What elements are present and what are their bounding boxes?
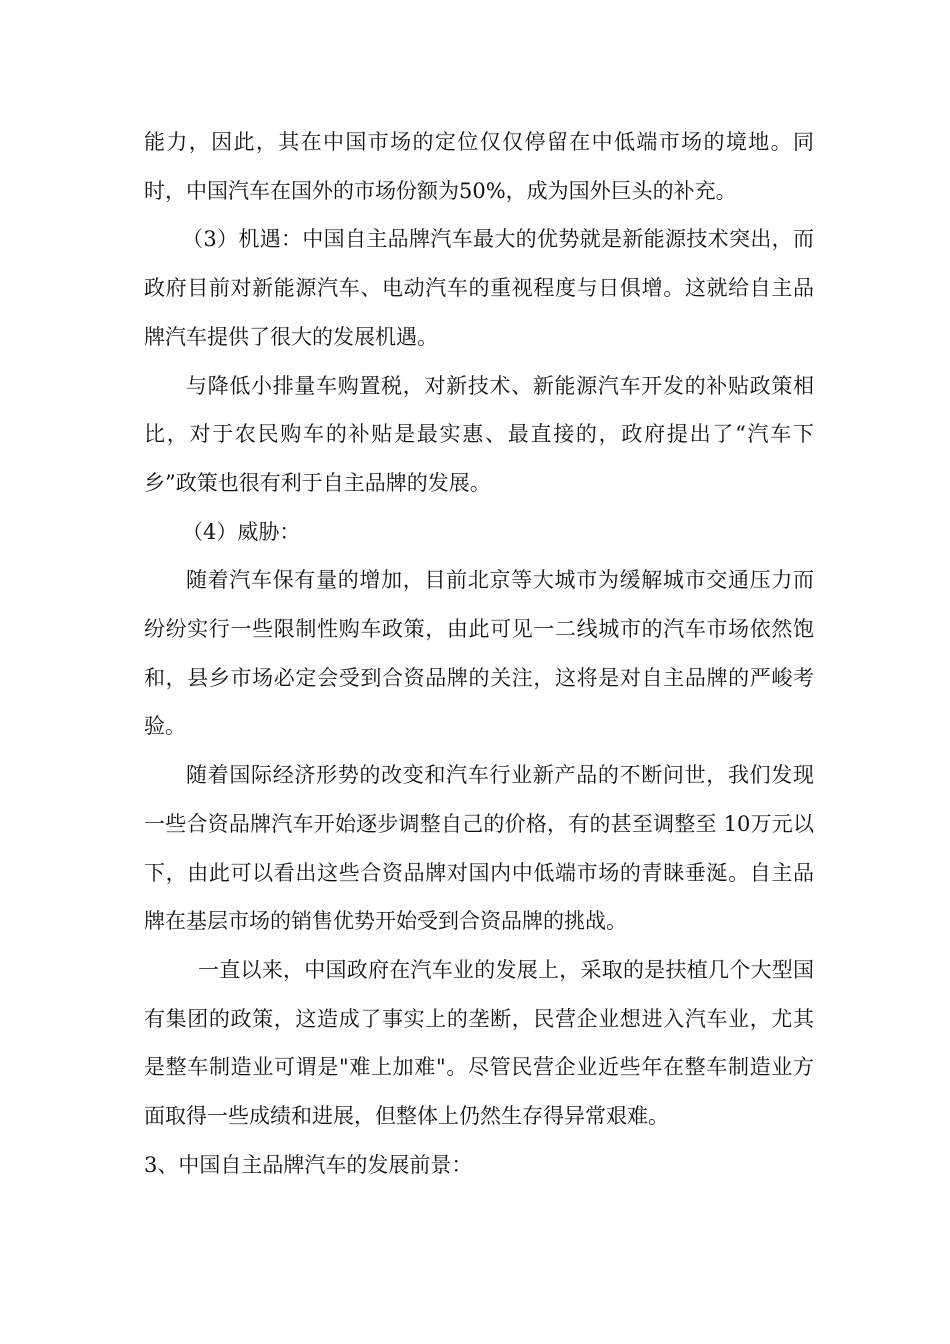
- document-body: [144, 118, 814, 1189]
- paragraph-subsidy: 与降低小排量车购置税，对新技术、新能源汽车开发的补贴政策相比，对于农民购车的补贴是最实惠、最直接的，政府提出了“汽车下乡”政策也很有利于自主品牌的发展。: [144, 373, 814, 495]
- section-heading-prospects: 3、中国自主品牌汽车的发展前景：: [144, 1152, 473, 1177]
- paragraph-opportunity: （3）机遇：中国自主品牌汽车最大的优势就是新能源技术突出，而政府目前对新能源汽车、电动汽车的重视程度与日俱增。这就给自主品牌汽车提供了很大的发展机遇。: [144, 227, 814, 349]
- paragraph-threat-monopoly: 一直以来，中国政府在汽车业的发展上，采取的是扶植几个大型国有集团的政策，这造成了事实上的垄断，民营企业想进入汽车业，尤其是整车制造业可谓是"难上加难"。尽管民营企业近些年在整车制造业方面取得一些成绩和进展，但整体上仍然生存得异常艰难。: [144, 957, 814, 1129]
- paragraph-threat-heading: （4）威胁：: [182, 519, 301, 544]
- paragraph-threat-city: 随着汽车保有量的增加，目前北京等大城市为缓解城市交通压力而纷纷实行一些限制性购车政策，由此可见一二线城市的汽车市场依然饱和，县乡市场必定会受到合资品牌的关注，这将是对自主品牌的严峻考验。: [144, 568, 814, 739]
- paragraph-continuation: 能力，因此，其在中国市场的定位仅仅停留在中低端市场的境地。同时，中国汽车在国外的市场份额为50%，成为国外巨头的补充。: [144, 130, 814, 203]
- paragraph-threat-joint-venture: 随着国际经济形势的改变和汽车行业新产品的不断问世，我们发现一些合资品牌汽车开始逐步调整自己的价格，有的甚至调整至 10万元以下，由此可以看出这些合资品牌对国内中低端市场的青睐垂涎。自主品牌在基层市场的销售优势开始受到合资品牌的挑战。: [144, 763, 814, 934]
